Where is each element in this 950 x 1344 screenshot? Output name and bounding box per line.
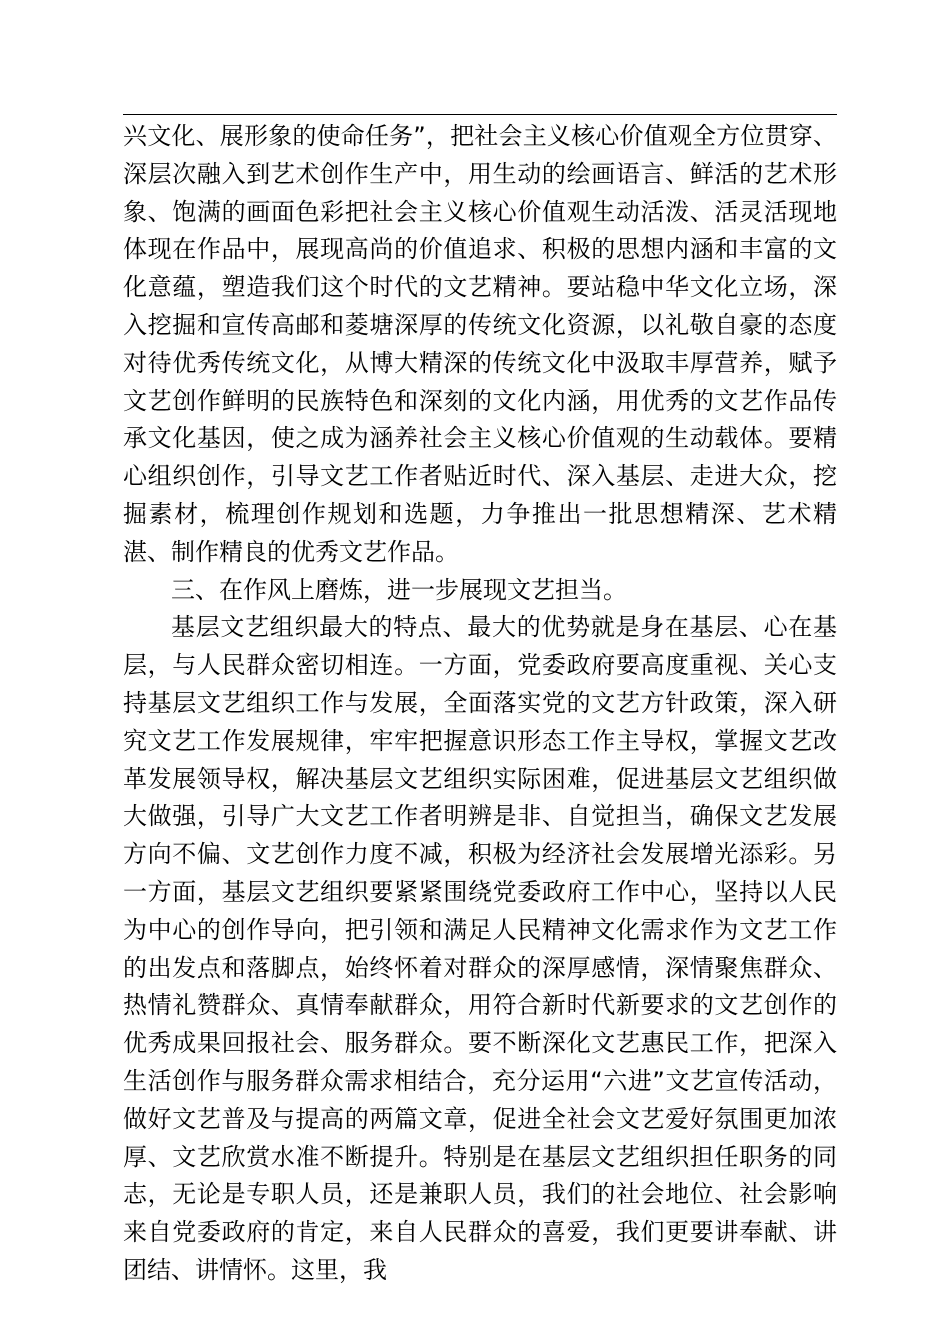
paragraph-continuation: 兴文化、展形象的使命任务”，把社会主义核心价值观全方位贯穿、深层次融入到艺术创作生产中，用生动的绘画语言、鲜活的艺术形象、饱满的画面色彩把社会主义核心价值观生动活泼、活灵活现地体现在作品中，展现高尚的价值追求、积极的思想内涵和丰富的文化意蕴，塑造我们这个时代的文艺精神。要站稳中华文化立场，深入挖掘和宣传高邮和菱塘深厚的传统文化资源，以礼敬自豪的态度对待优秀传统文化，从博大精深的传统文化中汲取丰厚营养，赋予文艺创作鲜明的民族特色和深刻的文化内涵，用优秀的文艺作品传承文化基因，使之成为涵养社会主义核心价值观的生动载体。要精心组织创作，引导文艺工作者贴近时代、深入基层、走进大众，挖掘素材，梳理创作规划和选题，力争推出一批思想精深、艺术精湛、制作精良的优秀文艺作品。 xyxy=(123,122,837,566)
paragraph-body: 基层文艺组织最大的特点、最大的优势就是身在基层、心在基层，与人民群众密切相连。一方面，党委政府要高度重视、关心支持基层文艺组织工作与发展，全面落实党的文艺方针政策，深入研究文艺工作发展规律，牢牢把握意识形态工作主导权，掌握文艺改革发展领导权，解决基层文艺组织实际困难，促进基层文艺组织做大做强，引导广大文艺工作者明辨是非、自觉担当，确保文艺发展方向不偏、文艺创作力度不减，积极为经济社会发展增光添彩。另一方面，基层文艺组织要紧紧围绕党委政府工作中心，坚持以人民为中心的创作导向，把引领和满足人民精神文化需求作为文艺工作的出发点和落脚点，始终怀着对群众的深厚感情，深情聚焦群众、热情礼赞群众、真情奉献群众，用符合新时代新要求的文艺创作的优秀成果回报社会、服务群众。要不断深化文艺惠民工作，把深入生活创作与服务群众需求相结合，充分运用“六进”文艺宣传活动，做好文艺普及与提高的两篇文章，促进全社会文艺爱好氛围更加浓厚、文艺欣赏水准不断提升。特别是在基层文艺组织担任职务的同志，无论是专职人员，还是兼职人员，我们的社会地位、社会影响来自党委政府的肯定，来自人民群众的喜爱，我们更要讲奉献、讲团结、讲情怀。这里，我 xyxy=(123,613,837,1284)
document-body xyxy=(123,118,837,1290)
header-rule xyxy=(123,114,837,115)
section-heading: 三、在作风上磨炼，进一步展现文艺担当。 xyxy=(171,575,627,604)
